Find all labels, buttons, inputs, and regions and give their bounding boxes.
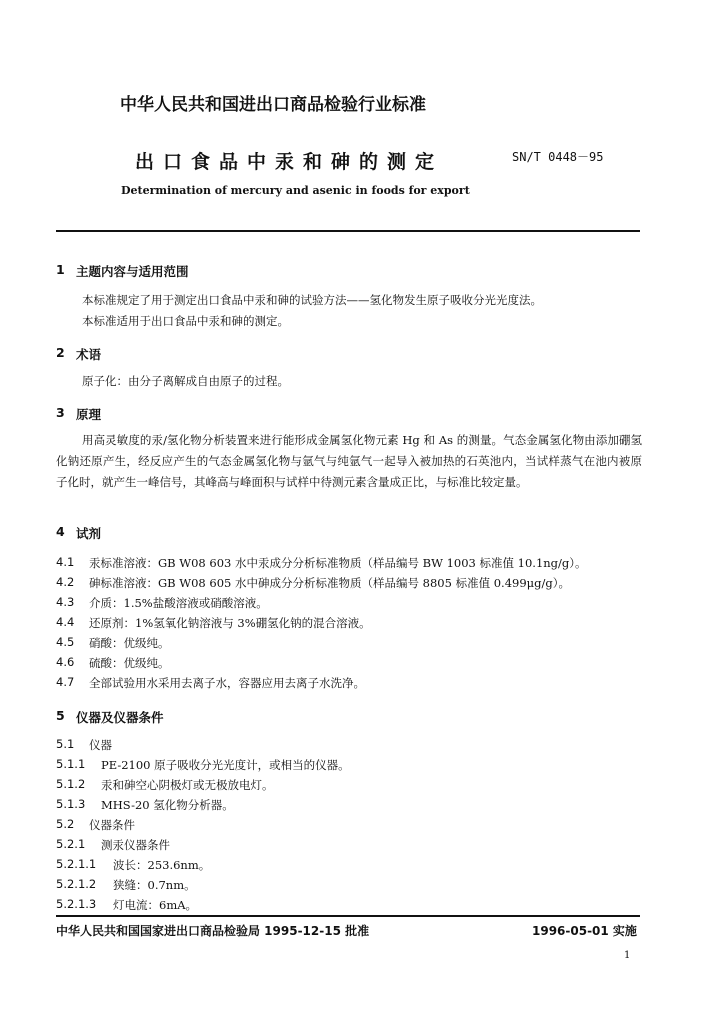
item-5-2-1-number: 5.2.1 — [56, 837, 86, 851]
section-2-paragraph: 原子化：由分子离解成自由原子的过程。 — [82, 374, 289, 388]
section-4-heading: 试剂 — [76, 526, 102, 541]
item-5-1-3-text: MHS-20 氢化物分析器。 — [101, 798, 234, 812]
item-5-1-1-number: 5.1.1 — [56, 757, 86, 771]
document-title: 出口食品中汞和砷的测定 — [135, 151, 444, 173]
item-4-7-number: 4.7 — [56, 675, 75, 689]
section-2-heading: 术语 — [76, 347, 102, 362]
item-4-3-number: 4.3 — [56, 595, 75, 609]
item-4-5-number: 4.5 — [56, 635, 75, 649]
item-4-2-number: 4.2 — [56, 575, 75, 589]
item-4-1-number: 4.1 — [56, 555, 75, 569]
item-5-2-number: 5.2 — [56, 817, 75, 831]
item-4-6-text: 硫酸：优级纯。 — [89, 656, 170, 670]
item-4-6-number: 4.6 — [56, 655, 75, 669]
page-number: 1 — [624, 950, 631, 961]
item-5-1-2-text: 汞和砷空心阴极灯或无极放电灯。 — [101, 778, 274, 792]
section-3-heading: 原理 — [76, 407, 102, 422]
section-1-paragraph-2: 本标准适用于出口食品中汞和砷的测定。 — [82, 314, 289, 328]
english-title: Determination of mercury and asenic in foods for export — [121, 184, 470, 197]
section-5-number: 5 — [56, 708, 65, 723]
item-5-2-1-1-text: 波长：253.6nm。 — [113, 858, 211, 872]
item-5-2-1-2-number: 5.2.1.2 — [56, 877, 97, 891]
item-4-3-text: 介质：1.5%盐酸溶液或硝酸溶液。 — [89, 596, 268, 610]
standard-code: SN/T 0448－95 — [512, 150, 604, 164]
item-4-1-text: 汞标准溶液：GB W08 603 水中汞成分分析标准物质（样品编号 BW 1003 标准值 10.1ng/g）。 — [89, 556, 587, 570]
issuing-organization: 中华人民共和国进出口商品检验行业标准 — [120, 95, 426, 115]
item-4-4-number: 4.4 — [56, 615, 75, 629]
approval-line: 中华人民共和国国家进出口商品检验局 1995-12-15 批准 — [56, 924, 370, 938]
section-2-number: 2 — [56, 345, 65, 360]
item-5-1-number: 5.1 — [56, 737, 75, 751]
item-5-2-1-3-number: 5.2.1.3 — [56, 897, 97, 911]
section-3-paragraph: 用高灵敏度的汞/氢化物分析装置来进行能形成金属氢化物元素 Hg 和 As 的测量。气态金属氢化物由添加硼氢化钠还原产生，经反应产生的气态金属氢化物与氩气与纯氩气一起导入被加热的石英池内，当试样蒸气在池内被原子化时，就产生一峰信号，其峰高与峰面积与试样中待测元素含量成正比，与标准比较定量。 — [56, 433, 642, 489]
item-4-2-text: 砷标准溶液：GB W08 605 水中砷成分分析标准物质（样品编号 8805 标准值 0.499μg/g）。 — [89, 576, 570, 590]
item-5-2-1-3-text: 灯电流：6mA。 — [113, 898, 198, 912]
section-3-number: 3 — [56, 405, 65, 420]
section-1-number: 1 — [56, 262, 65, 277]
item-5-2-text: 仪器条件 — [89, 818, 135, 832]
section-1-heading: 主题内容与适用范围 — [76, 264, 189, 279]
item-5-2-1-1-number: 5.2.1.1 — [56, 857, 97, 871]
section-5-heading: 仪器及仪器条件 — [76, 710, 164, 725]
item-4-4-text: 还原剂：1%氢氧化钠溶液与 3%硼氢化钠的混合溶液。 — [89, 616, 371, 630]
item-5-1-3-number: 5.1.3 — [56, 797, 86, 811]
item-5-1-2-number: 5.1.2 — [56, 777, 86, 791]
section-4-number: 4 — [56, 524, 65, 539]
effective-date: 1996-05-01 实施 — [532, 924, 637, 938]
footer-divider — [56, 915, 640, 917]
item-5-1-1-text: PE-2100 原子吸收分光光度计，或相当的仪器。 — [101, 758, 350, 772]
item-4-7-text: 全部试验用水采用去离子水，容器应用去离子水洗净。 — [89, 676, 365, 690]
section-1-paragraph-1: 本标准规定了用于测定出口食品中汞和砷的试验方法——氢化物发生原子吸收分光光度法。 — [82, 293, 542, 307]
header-divider — [56, 230, 640, 232]
item-5-1-text: 仪器 — [89, 738, 112, 752]
item-5-2-1-2-text: 狭缝：0.7nm。 — [113, 878, 196, 892]
item-5-2-1-text: 测汞仪器条件 — [101, 838, 170, 852]
item-4-5-text: 硝酸：优级纯。 — [89, 636, 170, 650]
